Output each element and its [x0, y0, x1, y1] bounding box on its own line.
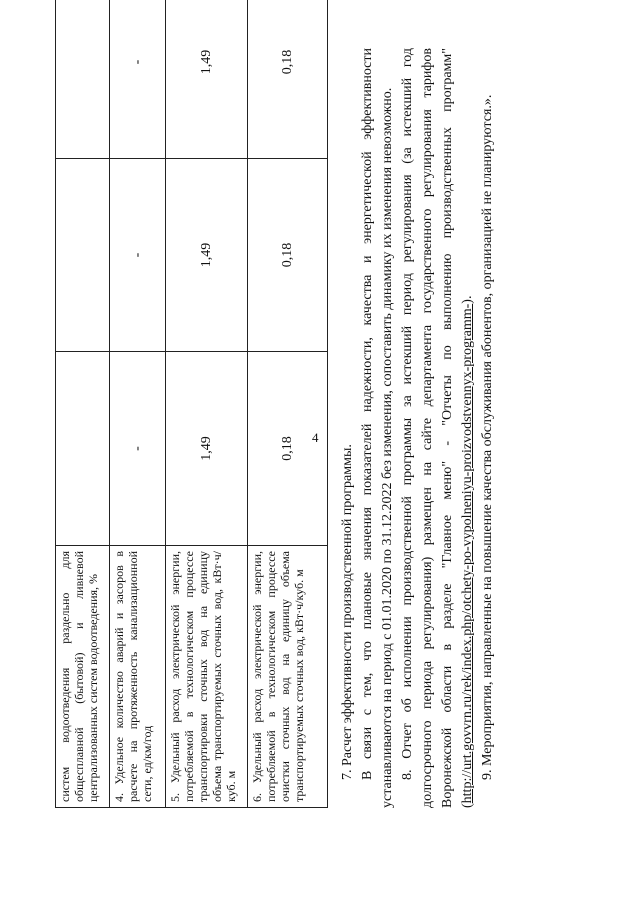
table-row [110, 0, 166, 808]
paragraph-8-end: ). [460, 295, 475, 304]
paragraph-8-text: 8. Отчет об исполнении производственной программы за истекший период регулирования (за истекший год долгосрочного периода регулирования) размещен на сайте департамента государственного регулирования тарифов Воронежской области в разделе "Главное меню" - "Отчеты по выполнению производственных программ" ( [400, 48, 475, 808]
indicator-name: 6. Удельный расход электрической энергии, потребляемой в технологическом процессе очистки сточных вод на единицу объема транспортируемых сточных вод, кВт·ч/куб. м [248, 546, 328, 808]
paragraph-9: 9. Мероприятия, направленные на повышение качества обслуживания абонентов, организацией не планируются.». [480, 94, 495, 780]
table-row [56, 0, 110, 808]
indicator-name: 4. Удельное количество аварий и засоров в расчете на протяженность канализационной сети, ед/км/год [110, 546, 166, 808]
value-2020: - [110, 352, 166, 546]
value-2022: - [110, 0, 166, 159]
table-row [166, 0, 248, 808]
report-link[interactable]: http://urt.govvrn.ru/rek/index.php/otchety-po-vypolneniyu-proizvodstvennyx-programm- [460, 303, 475, 804]
body-text [338, 48, 498, 808]
value-2020: 0,18 [248, 352, 328, 546]
value-2020: 1,49 [166, 352, 248, 546]
value-2020 [56, 352, 110, 546]
paragraph-8 [398, 48, 478, 808]
paragraph-7: 7. Расчет эффективности производственной программы. [340, 444, 355, 780]
indicators-table [55, 0, 328, 808]
indicator-name: 5. Удельный расход электрической энергии, потребляемой в технологическом процессе транспортировки сточных вод на единицу объема транспортируемых сточных вод, кВт·ч/куб. м [166, 546, 248, 808]
paragraph-7-body: В связи с тем, что плановые значения показателей надежности, качества и энергетической эффективности устанавливаются на период с 01.01.2020 по 31.12.2022 без изменения, сопоставить динамику их изменения невозможно. [360, 48, 395, 808]
table-row [248, 0, 328, 808]
value-2021 [56, 159, 110, 352]
value-2022 [56, 0, 110, 159]
page-number: 4 [312, 430, 319, 445]
indicator-name: систем водоотведения раздельно для общесплавной (бытовой) и ливневой централизованных систем водоотведения, % [56, 546, 110, 808]
value-2022: 1,49 [166, 0, 248, 159]
value-2021: - [110, 159, 166, 352]
value-2021: 1,49 [166, 159, 248, 352]
value-2022: 0,18 [248, 0, 328, 159]
value-2021: 0,18 [248, 159, 328, 352]
